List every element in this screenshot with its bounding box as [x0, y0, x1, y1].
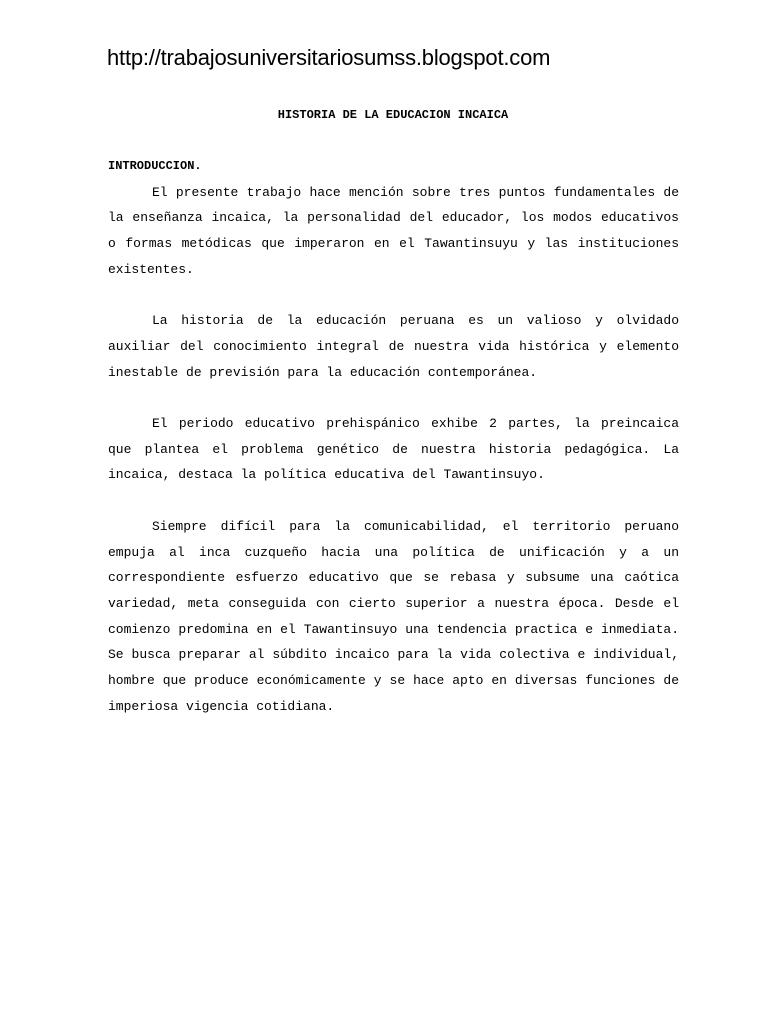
- document-body: [108, 154, 679, 745]
- paragraph-2: La historia de la educación peruana es un valioso y olvidado auxiliar del conocimiento integral de nuestra vida histórica y elemento inestable de previsión para la educación contemporánea.: [108, 313, 679, 380]
- section-heading: INTRODUCCION.: [108, 159, 202, 173]
- paragraph-1: El presente trabajo hace mención sobre tres puntos fundamentales de la enseñanza incaica, la personalidad del educador, los modos educativos o formas metódicas que imperaron en el Tawantinsuyu y las instituciones existentes.: [108, 184, 679, 277]
- paragraph-4: Siempre difícil para la comunicabilidad, el territorio peruano empuja al inca cuzqueño hacia una política de unificación y a un correspondiente esfuerzo educativo que se rebasa y subsume una caótica variedad, meta conseguida con cierto superior a nuestra época. Desde el comienzo predomina en el Tawantinsuyo una tendencia practica e inmediata. Se busca preparar al súbdito incaico para la vida colectiva e individual, hombre que produce económicamente y se hace apto en diversas funciones de imperiosa vigencia cotidiana.: [108, 518, 679, 714]
- paragraph-3: El periodo educativo prehispánico exhibe 2 partes, la preincaica que plantea el problema genético de nuestra historia pedagógica. La incaica, destaca la política educativa del Tawantinsuyo.: [108, 416, 679, 483]
- header-url: http://trabajosuniversitariosumss.blogspot.com: [107, 45, 551, 70]
- document-title: HISTORIA DE LA EDUCACION INCAICA: [277, 108, 509, 122]
